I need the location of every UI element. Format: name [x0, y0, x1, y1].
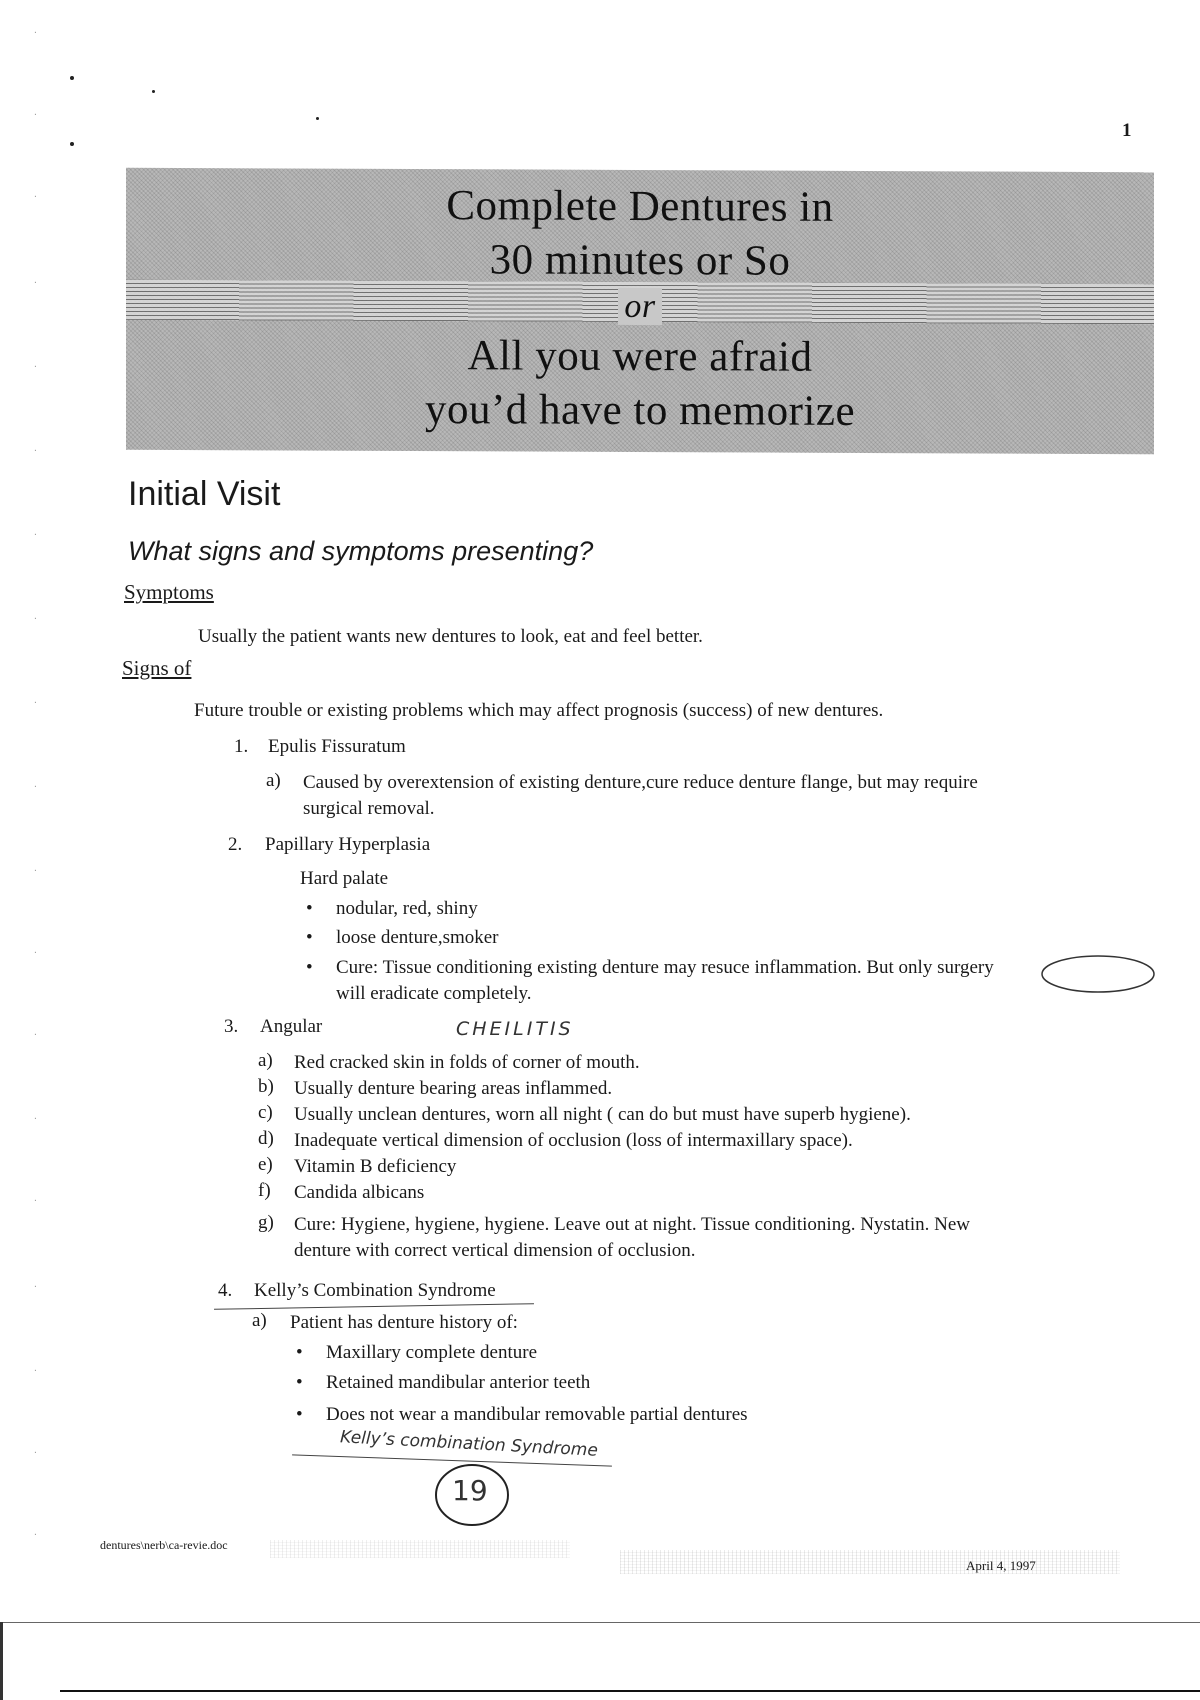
item-3f-label: f) [258, 1180, 271, 1201]
item-1-number: 1. [234, 736, 249, 757]
item-1a-label: a) [266, 770, 281, 791]
item-1a-text-2: surgical removal. [303, 798, 435, 819]
scan-speck [316, 117, 319, 120]
surgery-circle-annotation [1040, 950, 1160, 1000]
item-3a-text: Red cracked skin in folds of corner of mouth. [294, 1052, 640, 1073]
margin-mark: · [33, 948, 38, 957]
margin-mark: · [33, 1366, 38, 1375]
item-2-bullet: • loose denture,smoker [336, 925, 499, 950]
margin-mark: · [33, 1448, 38, 1457]
margin-mark: · [33, 362, 38, 371]
margin-mark: · [33, 1114, 38, 1123]
margin-mark: · [33, 28, 38, 37]
page-number: 1 [1122, 120, 1132, 141]
item-2-subtitle: Hard palate [300, 868, 389, 889]
item-4-underline [214, 1303, 534, 1310]
margin-mark: · [33, 1030, 38, 1039]
item-4a-text: Patient has denture history of: [290, 1312, 518, 1333]
scan-edge-line [60, 1690, 1200, 1692]
margin-mark: · [33, 866, 38, 875]
item-3g-text: Cure: Hygiene, hygiene, hygiene. Leave out at night. Tissue conditioning. Nystatin. New [294, 1214, 970, 1235]
handwritten-note: Kelly’s combination Syndrome [339, 1427, 599, 1461]
scan-noise [620, 1550, 1120, 1574]
scan-edge-line [0, 1622, 1200, 1623]
item-3a-label: a) [258, 1050, 273, 1071]
item-4a-label: a) [252, 1310, 267, 1331]
margin-mark: · [33, 530, 38, 539]
margin-mark: · [33, 1196, 38, 1205]
item-3d-text: Inadequate vertical dimension of occlusion (loss of intermaxillary space). [294, 1130, 853, 1151]
margin-mark: · [33, 698, 38, 707]
scan-speck [70, 142, 74, 146]
item-4-title: Kelly’s Combination Syndrome [254, 1280, 496, 1301]
section-subheading: What signs and symptoms presenting? [128, 536, 594, 566]
margin-mark: · [33, 110, 38, 119]
item-3e-label: e) [258, 1154, 273, 1175]
signs-intro: Future trouble or existing problems which may affect prognosis (success) of new dentures. [194, 700, 884, 721]
item-3c-text: Usually unclean dentures, worn all night ( can do but must have superb hygiene). [294, 1104, 911, 1125]
item-3d-label: d) [258, 1128, 274, 1149]
margin-mark: · [33, 1282, 38, 1291]
banner-line-4: All you were afraid [467, 332, 813, 381]
item-3f-text: Candida albicans [294, 1182, 425, 1203]
item-3-number: 3. [224, 1016, 239, 1037]
item-2-bullet-continuation: will eradicate completely. [336, 983, 532, 1004]
symptoms-text: Usually the patient wants new dentures to look, eat and feel better. [198, 626, 703, 647]
item-3g-text-2: denture with correct vertical dimension of occlusion. [294, 1240, 696, 1261]
margin-mark: · [33, 192, 38, 201]
item-2-number: 2. [228, 834, 243, 855]
item-3c-label: c) [258, 1102, 273, 1123]
signs-title: Signs of [122, 656, 192, 680]
item-2-title: Papillary Hyperplasia [265, 834, 431, 855]
footer-file-path: dentures\nerb\ca-revie.doc [100, 1538, 228, 1552]
scan-speck [152, 90, 155, 93]
banner-line-1: Complete Dentures in [446, 182, 834, 231]
item-3-title: Angular [260, 1016, 323, 1037]
handwritten-circle-number: 19 [452, 1474, 488, 1507]
banner-or: or [618, 288, 661, 325]
margin-mark: · [33, 614, 38, 623]
scan-noise [270, 1540, 570, 1558]
item-2-bullet: • Cure: Tissue conditioning existing denture may resuce inflammation. But only surgery [336, 955, 994, 980]
symptoms-title: Symptoms [124, 580, 214, 604]
item-1a-text: Caused by overextension of existing denture,cure reduce denture flange, but may require [303, 772, 978, 793]
margin-mark: · [33, 1530, 38, 1539]
banner-line-2: 30 minutes or So [489, 236, 791, 285]
scan-speck [70, 76, 74, 80]
item-1-title: Epulis Fissuratum [268, 736, 406, 757]
margin-mark: · [33, 446, 38, 455]
item-3e-text: Vitamin B deficiency [294, 1156, 457, 1177]
section-heading: Initial Visit [128, 475, 281, 513]
margin-mark: · [33, 782, 38, 791]
item-3g-label: g) [258, 1212, 274, 1233]
scan-edge-line [0, 1622, 3, 1700]
item-4-bullet: • Retained mandibular anterior teeth [326, 1370, 590, 1395]
item-3b-text: Usually denture bearing areas inflammed. [294, 1078, 613, 1099]
margin-mark: · [33, 278, 38, 287]
banner-line-3 [126, 286, 1154, 328]
item-2-bullet: • nodular, red, shiny [336, 896, 478, 921]
item-4-number: 4. [218, 1280, 233, 1301]
item-3-handwritten: CHEILITIS [456, 1018, 574, 1040]
title-banner [126, 168, 1154, 454]
item-4-bullet: • Maxillary complete denture [326, 1340, 537, 1365]
footer-date: April 4, 1997 [966, 1558, 1036, 1573]
item-4-bullet: • Does not wear a mandibular removable partial dentures [326, 1402, 748, 1427]
banner-line-5: you’d have to memorize [424, 386, 856, 435]
item-3b-label: b) [258, 1076, 274, 1097]
